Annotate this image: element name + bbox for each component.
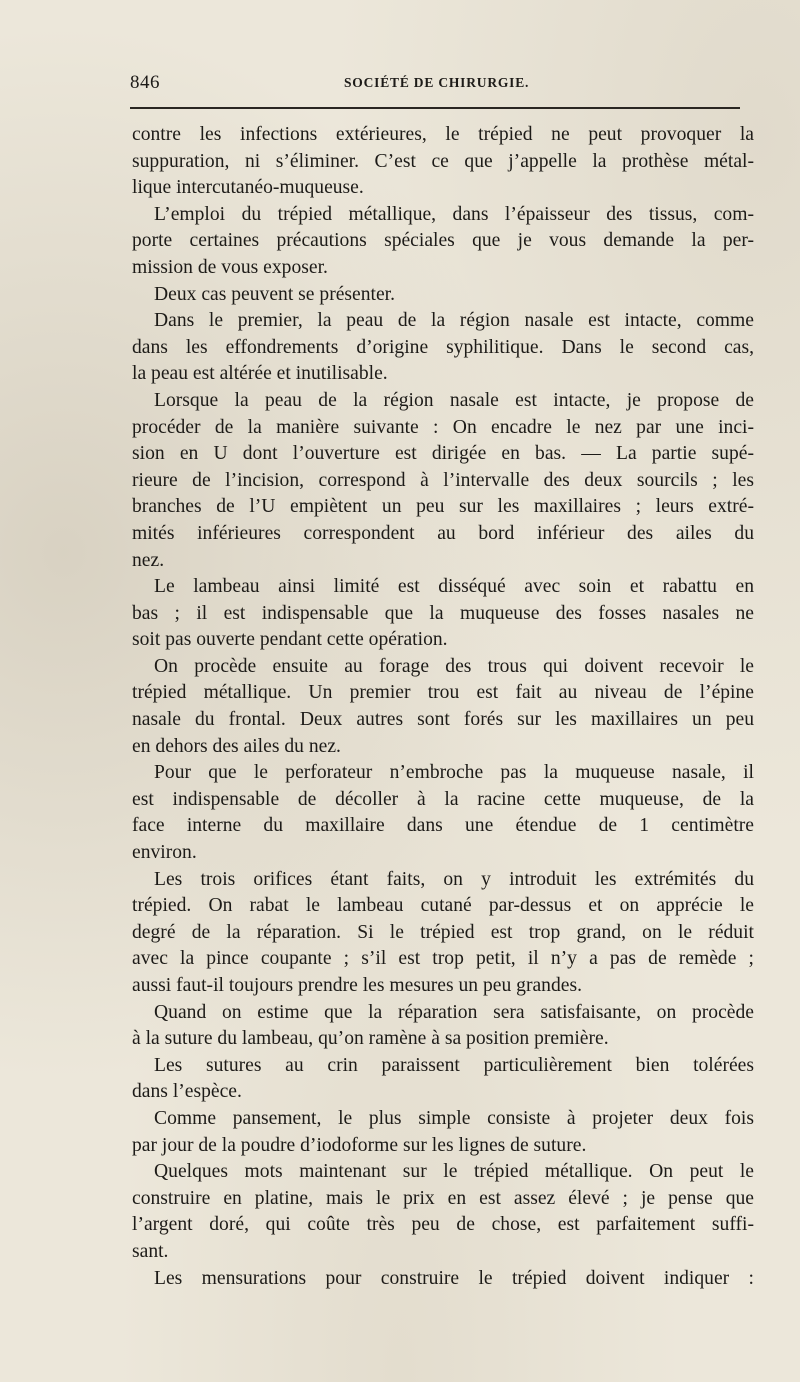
text-line: rieure de l’incision, correspond à l’intervalle des deux sourcils ; les: [132, 469, 754, 491]
text-line: avec la pince coupante ; s’il est trop petit, il n’y a pas de remède ;: [132, 948, 754, 970]
running-title: SOCIÉTÉ DE CHIRURGIE.: [344, 75, 530, 90]
text-line: sion en U dont l’ouverture est dirigée en bas. — La partie supé-: [132, 443, 754, 465]
text-line: nez.: [132, 549, 165, 571]
text-line: Lorsque la peau de la région nasale est intacte, je propose de: [154, 389, 754, 411]
running-head: [130, 72, 740, 98]
text-line: bas ; il est indispensable que la muqueuse des fosses nasales ne: [132, 602, 754, 624]
text-line: Deux cas peuvent se présenter.: [154, 283, 396, 305]
text-line: face interne du maxillaire dans une étendue de 1 centimètre: [132, 815, 754, 837]
text-line: nasale du frontal. Deux autres sont forés sur les maxillaires un peu: [132, 709, 754, 731]
text-line: sant.: [132, 1240, 169, 1262]
text-line: Pour que le perforateur n’embroche pas la muqueuse nasale, il: [154, 762, 754, 784]
text-line: Les mensurations pour construire le trépied doivent indiquer :: [154, 1267, 754, 1289]
text-line: suppuration, ni s’éliminer. C’est ce que j’appelle la prothèse métal-: [132, 150, 754, 172]
text-line: Les sutures au crin paraissent particulièrement bien tolérées: [154, 1054, 754, 1076]
text-line: procéder de la manière suivante : On encadre le nez par une inci-: [132, 416, 754, 438]
text-line: trépied métallique. Un premier trou est fait au niveau de l’épine: [132, 682, 754, 704]
text-line: en dehors des ailes du nez.: [132, 735, 341, 757]
text-line: On procède ensuite au forage des trous qui doivent recevoir le: [154, 655, 754, 677]
text-line: degré de la réparation. Si le trépied est trop grand, on le réduit: [132, 921, 754, 943]
text-line: mission de vous exposer.: [132, 256, 328, 278]
body-text: [132, 122, 754, 1292]
text-line: par jour de la poudre d’iodoforme sur les lignes de suture.: [132, 1134, 587, 1156]
text-line: Le lambeau ainsi limité est disséqué avec soin et rabattu en: [154, 576, 754, 598]
text-line: environ.: [132, 842, 197, 864]
text-line: lique intercutanéo-muqueuse.: [132, 177, 364, 199]
text-line: l’argent doré, qui coûte très peu de chose, est parfaitement suffi-: [132, 1214, 754, 1236]
text-line: contre les infections extérieures, le trépied ne peut provoquer la: [132, 124, 754, 145]
text-line: porte certaines précautions spéciales que je vous demande la per-: [132, 230, 754, 252]
text-line: dans l’espèce.: [132, 1081, 242, 1103]
text-line: aussi faut-il toujours prendre les mesures un peu grandes.: [132, 975, 582, 996]
header-rule: [130, 107, 740, 109]
text-line: Quand on estime que la réparation sera satisfaisante, on procède: [154, 1001, 754, 1023]
text-line: à la suture du lambeau, qu’on ramène à sa position première.: [132, 1028, 609, 1050]
text-line: Dans le premier, la peau de la région nasale est intacte, comme: [154, 310, 754, 332]
text-line: mités inférieures correspondent au bord inférieur des ailes du: [132, 522, 754, 544]
text-line: la peau est altérée et inutilisable.: [132, 363, 388, 385]
text-line: est indispensable de décoller à la racine cette muqueuse, de la: [132, 788, 754, 810]
text-line: branches de l’U empiètent un peu sur les maxillaires ; leurs extré-: [132, 496, 754, 518]
text-line: trépied. On rabat le lambeau cutané par-dessus et on apprécie le: [132, 895, 754, 917]
text-line: Les trois orifices étant faits, on y introduit les extrémités du: [154, 868, 754, 890]
text-line: construire en platine, mais le prix en est assez élevé ; je pense que: [132, 1187, 754, 1209]
text-line: soit pas ouverte pendant cette opération.: [132, 629, 448, 651]
text-line: dans les effondrements d’origine syphilitique. Dans le second cas,: [132, 336, 754, 358]
text-line: L’emploi du trépied métallique, dans l’épaisseur des tissus, com-: [154, 203, 754, 225]
text-line: Comme pansement, le plus simple consiste à projeter deux fois: [154, 1107, 754, 1129]
page-number: 846: [130, 72, 160, 93]
text-line: Quelques mots maintenant sur le trépied métallique. On peut le: [154, 1161, 754, 1183]
